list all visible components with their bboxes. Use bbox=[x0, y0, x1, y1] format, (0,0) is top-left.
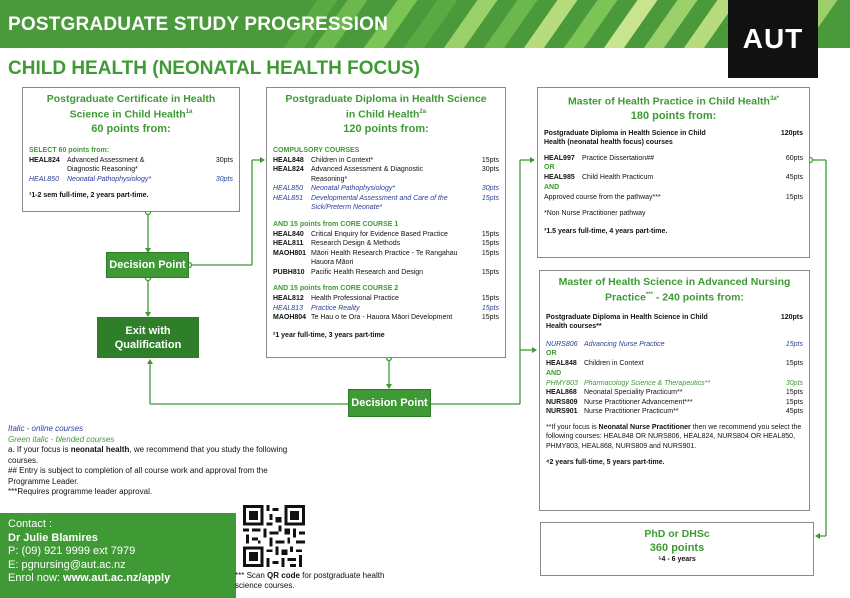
mhs-duration-note: ⁴2 years full-time, 5 years part-time. bbox=[546, 459, 665, 466]
legend bbox=[8, 424, 298, 498]
cert-points: 60 points from: bbox=[91, 122, 171, 135]
course-row: HEAL824 Advanced Assessment & Diagnostic Reasoning* 30pts bbox=[29, 156, 233, 173]
diploma-box bbox=[266, 87, 506, 358]
mhs-and: AND bbox=[546, 369, 562, 377]
header-band bbox=[0, 0, 850, 48]
mhp-title: Master of Health Practice in Child Health$^{3a*}$ bbox=[568, 95, 779, 108]
phd-title: PhD or DHSc bbox=[644, 528, 710, 540]
course-row: HEAL850 Neonatal Pathophysiology* 30pts bbox=[273, 185, 499, 192]
course-row: HEAL848 Children in Context 15pts bbox=[546, 360, 803, 367]
course-row: HEAL811 Research Design & Methods 15pts bbox=[273, 240, 499, 247]
course-row: PHMY803 Pharmacology Science & Therapeutics** 30pts bbox=[546, 379, 803, 387]
mhp-or: OR bbox=[544, 164, 555, 171]
course-row: HEAL812 Health Professional Practice 15pts bbox=[273, 295, 499, 302]
diploma-points: 120 points from: bbox=[343, 122, 429, 135]
mhp-and: AND bbox=[544, 183, 560, 191]
contact-email[interactable]: E: pgnursing@aut.ac.nz bbox=[8, 558, 126, 571]
page-title: POSTGRADUATE STUDY PROGRESSION bbox=[8, 14, 389, 35]
course-row: HEAL851 Developmental Assessment and Care of the Sick/Preterm Neonate* 15pts bbox=[273, 194, 499, 211]
course-row: HEAL824 Advanced Assessment & Diagnostic Reasoning* 30pts bbox=[273, 166, 499, 183]
course-row: MAOH804 Te Hau o te Ora - Hauora Māori Development 15pts bbox=[273, 314, 499, 321]
decision-point-button[interactable]: Decision Point bbox=[106, 252, 189, 278]
diploma-section-compulsory: COMPULSORY COURSES bbox=[273, 146, 360, 154]
diploma-section-core1: AND 15 points from CORE COURSE 1 bbox=[273, 220, 399, 228]
course-row: NURS809 Nurse Practitioner Advancement*** 15pts bbox=[546, 398, 803, 406]
qr-code-icon[interactable] bbox=[243, 505, 305, 567]
course-row: HEAL850 Neonatal Pathophysiology* 30pts bbox=[29, 175, 233, 183]
mhp-box bbox=[537, 87, 810, 258]
course-row: HEAL868 Neonatal Speciality Practicum** 15pts bbox=[546, 389, 803, 396]
exit-with-qualification-button[interactable]: Exit with Qualification bbox=[97, 317, 199, 358]
phd-points: 360 points bbox=[649, 542, 705, 554]
contact-name: Dr Julie Blamires bbox=[8, 531, 98, 544]
contact-label: Contact : bbox=[8, 518, 53, 530]
cert-title: Postgraduate Certificate in Health Science in Child Health$^{1a}$ bbox=[46, 93, 216, 121]
mhs-box bbox=[539, 270, 810, 511]
cert-select: SELECT 60 points from: bbox=[29, 146, 110, 154]
course-row: HEAL997 Practice Dissertation## 60pts bbox=[544, 154, 803, 162]
diploma-duration-note: ²1 year full-time, 3 years part-time bbox=[273, 331, 385, 339]
cert-duration-note: ¹1-2 sem full-time, 2 years part-time. bbox=[29, 192, 149, 199]
legend-blended: Green italic - blended courses bbox=[8, 434, 115, 444]
course-row: HEAL840 Critical Enquiry for Evidence Based Practice 15pts bbox=[273, 230, 499, 238]
course-row: HEAL813 Practice Reality 15pts bbox=[273, 304, 499, 312]
mhp-points: 180 points from: bbox=[630, 109, 717, 122]
phd-duration-note: ⁵4 - 6 years bbox=[658, 556, 696, 563]
page-subtitle: CHILD HEALTH (NEONATAL HEALTH FOCUS) bbox=[8, 58, 420, 79]
course-row: MAOH801 Māori Health Research Practice - Te Rangahau Hauora Māori 15pts bbox=[273, 249, 499, 266]
contact-panel bbox=[0, 513, 236, 598]
contact-phone[interactable]: P: (09) 921 9999 ext 7979 bbox=[8, 545, 136, 557]
decision-point-button[interactable]: Decision Point bbox=[348, 389, 431, 417]
legend-approval-note: ***Requires programme leader approval. bbox=[8, 487, 153, 496]
aut-logo: AUT bbox=[728, 0, 818, 78]
course-row: NURS806 Advancing Nurse Practice 15pts bbox=[546, 340, 803, 348]
legend-focus-note: a. If your focus is neonatal health, we recommend that you study the following courses. bbox=[8, 445, 288, 465]
course-row: HEAL985 Child Health Practicum 45pts bbox=[544, 174, 803, 181]
mhs-intro-row: Postgraduate Diploma in Health Science in Child Health courses** 120pts bbox=[546, 313, 803, 330]
mhp-duration-note: ³1.5 years full-time, 4 years part-time. bbox=[544, 227, 668, 235]
qr-note: *** Scan QR code for postgraduate health science courses. bbox=[235, 571, 385, 590]
mhs-focus-note: **If your focus is Neonatal Nurse Practitioner then we recommend you select the following courses: HEAL848 OR NURS806, HEAL824, NURS804 OR HEAL850, PHMY803, HEAL868, NURS809 and NURS901. bbox=[546, 423, 802, 450]
enrol-link[interactable]: www.aut.ac.nz/apply bbox=[63, 572, 171, 584]
diploma-title: Postgraduate Diploma in Health Science in Child Health$^{2a}$ bbox=[285, 93, 487, 121]
mhs-title: Master of Health Science in Advanced Nursing Practice*** - 240 points from: bbox=[558, 276, 791, 304]
legend-entry-note: ## Entry is subject to completion of all course work and approval from the Programme Leader. bbox=[8, 466, 268, 486]
course-row: HEAL848 Children in Context* 15pts bbox=[273, 156, 499, 164]
mhs-or: OR bbox=[546, 350, 557, 357]
course-row: Approved course from the pathway*** 15pts bbox=[544, 193, 803, 201]
mhp-non-np-note: *Non Nurse Practitioner pathway bbox=[544, 210, 646, 217]
diploma-section-core2: AND 15 points from CORE COURSE 2 bbox=[273, 285, 399, 292]
mhp-intro-row: Postgraduate Diploma in Health Science in Child Health (neonatal health focus) courses 120pts bbox=[544, 129, 803, 146]
enrol-line: Enrol now: www.aut.ac.nz/apply bbox=[8, 572, 171, 584]
course-row: NURS901 Nurse Practitioner Practicum** 45pts bbox=[546, 408, 803, 415]
cert-box bbox=[22, 87, 240, 212]
course-row: PUBH810 Pacific Health Research and Design 15pts bbox=[273, 268, 499, 276]
phd-box bbox=[540, 522, 814, 576]
legend-online: Italic - online courses bbox=[8, 424, 84, 433]
